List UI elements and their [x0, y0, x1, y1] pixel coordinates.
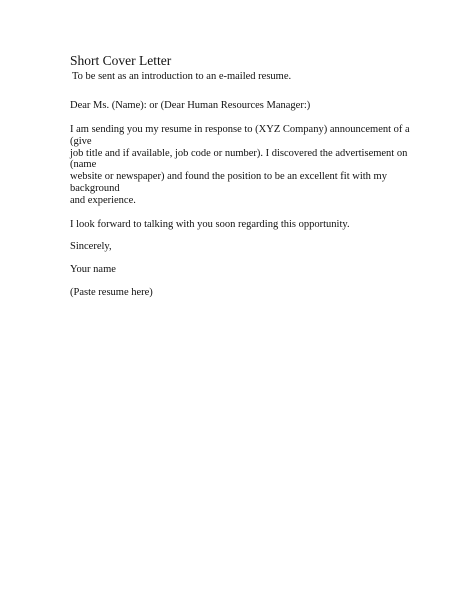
paste-resume-note: (Paste resume here): [70, 287, 153, 299]
letter-body: [70, 53, 410, 299]
signature-name: Your name: [70, 264, 116, 276]
salutation: Dear Ms. (Name): or (Dear Human Resources Manager:): [70, 100, 311, 111]
letter-title: Short Cover Letter: [70, 53, 172, 68]
closing: Sincerely,: [70, 241, 112, 253]
letter-subtitle: To be sent as an introduction to an e-mailed resume.: [72, 71, 292, 82]
body-paragraph-1: I am sending you my resume in response to (XYZ Company) announcement of a (give job title and if available, job code or number). I discovered the advertisement on (name website or newspaper) and found the position to be an excellent fit with my background and experience.: [70, 124, 410, 206]
body-paragraph-2: I look forward to talking with you soon regarding this opportunity.: [70, 218, 350, 230]
